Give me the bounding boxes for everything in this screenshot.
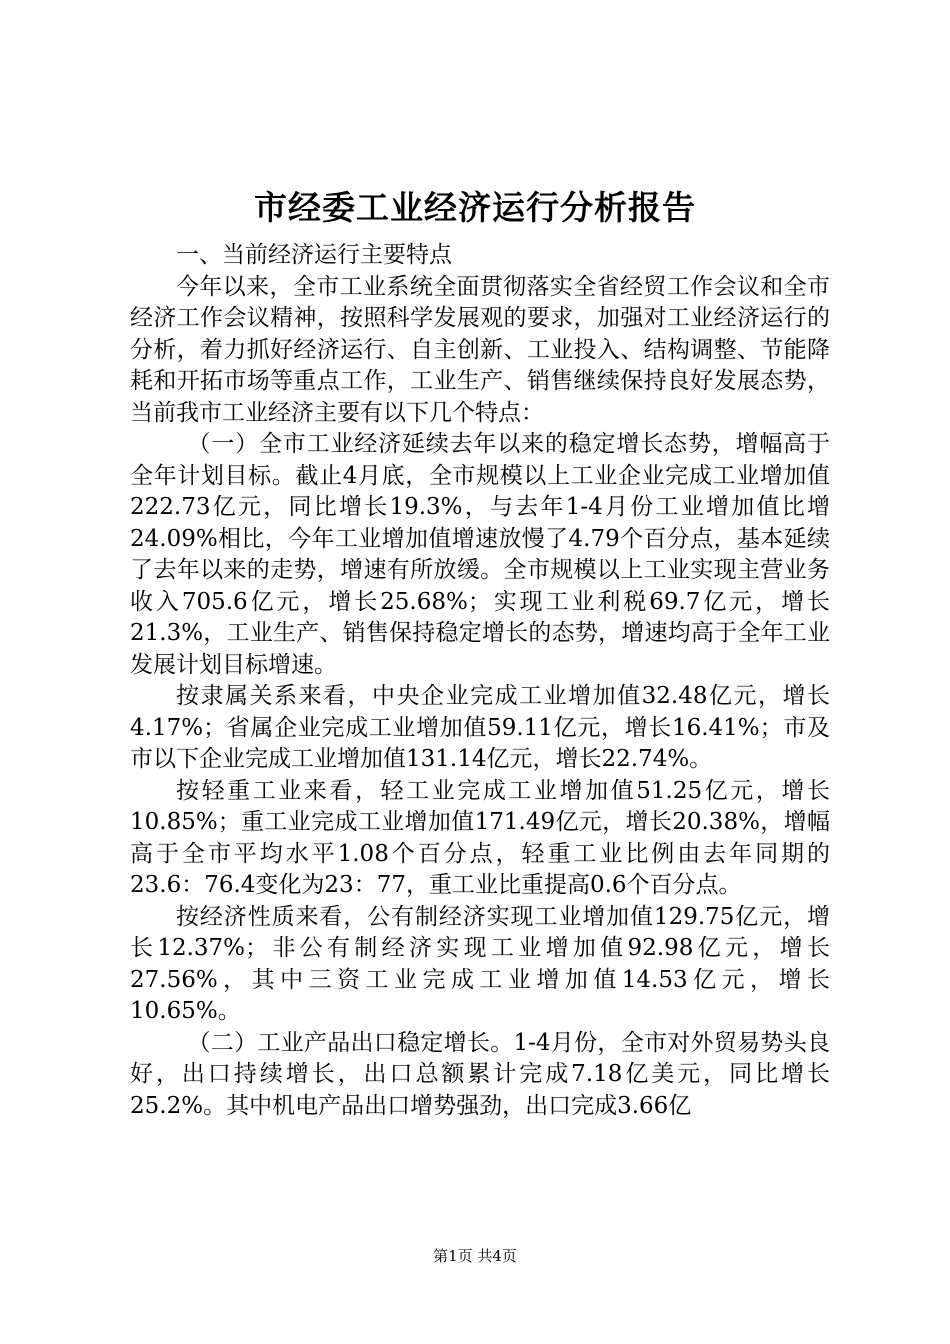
paragraph-light-heavy: 按轻重工业来看，轻工业完成工业增加值51.25亿元，增长10.85%；重工业完成工业增加值171.49亿元，增长20.38%，增幅高于全市平均水平1.08个百分点，轻重工业比例由去年同期的23.6：76.4变化为23：77，重工业比重提高0.6个百分点。	[130, 777, 830, 898]
document-title: 市经委工业经济运行分析报告	[254, 188, 696, 227]
paragraph-ownership: 按经济性质来看，公有制经济实现工业增加值129.75亿元，增长12.37%；非公有制经济实现工业增加值92.98亿元，增长27.56%，其中三资工业完成工业增加值14.53亿元，增长10.65%。	[130, 903, 830, 1024]
paragraph-point-one: （一）全市工业经济延续去年以来的稳定增长态势，增幅高于全年计划目标。截止4月底，全市规模以上工业企业完成工业增加值222.73亿元，同比增长19.3%，与去年1-4月份工业增加值比增24.09%相比，今年工业增加值增速放慢了4.79个百分点，基本延续了去年以来的走势，增速有所放缓。全市规模以上工业实现主营业务收入705.6亿元，增长25.68%；实现工业利税69.7亿元，增长21.3%，工业生产、销售保持稳定增长的态势，增速均高于全年工业发展计划目标增速。	[130, 431, 830, 678]
paragraph-point-two: （二）工业产品出口稳定增长。1-4月份，全市对外贸易势头良好，出口持续增长，出口总额累计完成7.18亿美元，同比增长25.2%。其中机电产品出口增势强劲，出口完成3.66亿	[130, 1029, 830, 1119]
document-body	[130, 240, 830, 1122]
paragraph-intro: 今年以来，全市工业系统全面贯彻落实全省经贸工作会议和全市经济工作会议精神，按照科学发展观的要求，加强对工业经济运行的分析，着力抓好经济运行、自主创新、工业投入、结构调整、节能降耗和开拓市场等重点工作，工业生产、销售继续保持良好发展态势，当前我市工业经济主要有以下几个特点：	[130, 273, 830, 426]
paragraph-affiliation: 按隶属关系来看，中央企业完成工业增加值32.48亿元，增长4.17%；省属企业完成工业增加值59.11亿元，增长16.41%；市及市以下企业完成工业增加值131.14亿元，增长22.74%。	[130, 683, 830, 772]
section-heading: 一、当前经济运行主要特点	[176, 242, 452, 268]
page-footer: 第1页 共4页	[433, 1247, 517, 1265]
